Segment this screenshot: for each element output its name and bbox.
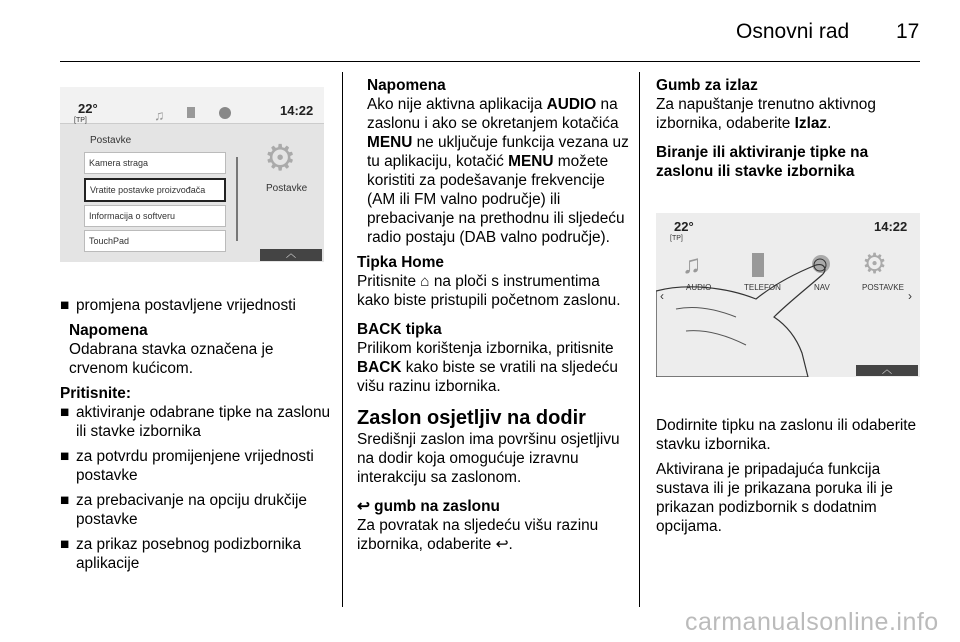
column-divider-2: [639, 72, 640, 607]
home-icon: ⌂: [420, 273, 430, 290]
nav-icon: [219, 107, 231, 119]
bullet-item: za prebacivanje na opciju drukčije postavke: [76, 492, 307, 528]
menu-item[interactable]: Informacija o softveru: [84, 205, 226, 227]
section-heading-back-button: ↩ gumb na zaslonu: [357, 498, 500, 515]
chevron-left-icon[interactable]: ‹: [660, 289, 664, 303]
note-text: Ako nije aktivna aplikacija AUDIO na zaslonu i ako se okretanjem kotačića MENU ne uključuje funkcija vezana uz tu aplikaciju, kotačić MENU možete koristiti za podešavanje frekvencije (AM ili FM valno područje) ili prebacivanje na prethodnu ili sljedeću radio postaju (DAB valno područje).: [367, 96, 629, 246]
page-header: [0, 0, 960, 60]
hand-icon: [656, 213, 920, 377]
menu-item[interactable]: Kamera straga: [84, 152, 226, 174]
tp-indicator: [TP]: [670, 235, 683, 242]
exit-text: Za napuštanje trenutno aktivnog izbornika, odaberite Izlaz.: [656, 96, 876, 132]
note-title: Napomena: [367, 77, 446, 94]
scrollbar[interactable]: [236, 157, 238, 241]
note-title: Napomena: [69, 322, 148, 339]
column-3: [656, 76, 926, 181]
scroll-up-button[interactable]: ︿: [260, 249, 322, 261]
note-text: Odabrana stavka označena je crvenom kućicom.: [69, 341, 274, 377]
watermark: carmanualsonline.info: [685, 608, 939, 636]
app-label[interactable]: TELEFON: [744, 283, 781, 292]
menu-item[interactable]: TouchPad: [84, 230, 226, 252]
column-3-lower: [656, 416, 926, 536]
app-label[interactable]: POSTAVKE: [862, 283, 904, 292]
back-arrow-icon: ↩: [357, 498, 370, 515]
scroll-up-button[interactable]: ︿: [856, 365, 918, 376]
temperature: 22°: [78, 101, 98, 116]
section-heading-back: BACK tipka: [357, 321, 442, 338]
app-label[interactable]: AUDIO: [686, 283, 712, 292]
back-arrow-icon: ↩: [495, 536, 509, 553]
temperature: 22°: [674, 219, 694, 234]
bullet-item: za potvrdu promijenjene vrijednosti postavke: [76, 448, 314, 484]
menu-title: Postavke: [90, 135, 132, 146]
header-title: Osnovni rad: [736, 20, 850, 43]
select-text-2: Aktivirana je pripadajuća funkcija sustava ili je prikazana poruka ili je prikazan podizbornik s dodatnim opcijama.: [656, 461, 893, 535]
select-text-1: Dodirnite tipku na zaslonu ili odaberite stavku izbornika.: [656, 417, 917, 453]
section-heading-exit: Gumb za izlaz: [656, 77, 758, 94]
tp-indicator: [TP]: [74, 117, 87, 124]
clock: 14:22: [874, 219, 908, 234]
gear-icon: ⚙: [264, 137, 297, 178]
touch-screen-illustration: [656, 213, 920, 377]
bullet-item: za prikaz posebnog podizbornika aplikacije: [76, 536, 302, 572]
chevron-right-icon[interactable]: ›: [908, 289, 912, 303]
section-heading-select: Biranje ili aktiviranje tipke na zaslonu ili stavke izbornika: [656, 144, 869, 180]
bullet-item: promjena postavljene vrijednosti: [76, 297, 296, 314]
section-heading-home: Tipka Home: [357, 254, 444, 271]
page-number: 17: [896, 20, 920, 43]
column-1: ■ promjena postavljene vrijednosti Napomena Odabrana stavka označena je crvenom kućicom. Pritisnite: ■ aktiviranje odabrane tipke na zaslonu ili stavke izbornika ■ za potvrdu promijenjene vrijednosti postavke ■ za prebacivanje na opciju drukčije postavke ■ za prikaz posebnog podizbornika aplikacije: [60, 296, 335, 573]
bullet-item: aktiviranje odabrane tipke na zaslonu ili stavke izbornika: [76, 404, 331, 440]
press-title: Pritisnite:: [60, 385, 131, 402]
music-icon: ♫: [682, 249, 702, 279]
menu-item-selected[interactable]: Vratite postavke proizvođača: [84, 178, 226, 202]
home-text: Pritisnite ⌂ na ploči s instrumentima kako biste pristupili početnom zaslonu.: [357, 273, 621, 309]
app-label[interactable]: NAV: [814, 283, 830, 292]
touch-text: Središnji zaslon ima površinu osjetljivu na dodir koja omogućuje izravnu interakciju sa zaslonom.: [357, 431, 620, 486]
back-text: Prilikom korištenja izbornika, pritisnite BACK kako biste se vratili na sljedeću višu razinu izbornika.: [357, 340, 618, 395]
clock: 14:22: [280, 103, 314, 118]
column-2: [357, 76, 632, 554]
gear-icon: ⚙: [862, 248, 888, 279]
settings-label: Postavke: [266, 183, 308, 194]
music-icon: ♫: [154, 107, 165, 123]
settings-screen-illustration: [60, 87, 324, 262]
column-divider-1: [342, 72, 343, 607]
section-heading-touch: Zaslon osjetljiv na dodir: [357, 407, 586, 429]
back-button-text: Za povratak na sljedeću višu razinu izbornika, odaberite ↩.: [357, 517, 599, 553]
header-rule: [60, 61, 920, 62]
phone-icon: [187, 107, 195, 118]
